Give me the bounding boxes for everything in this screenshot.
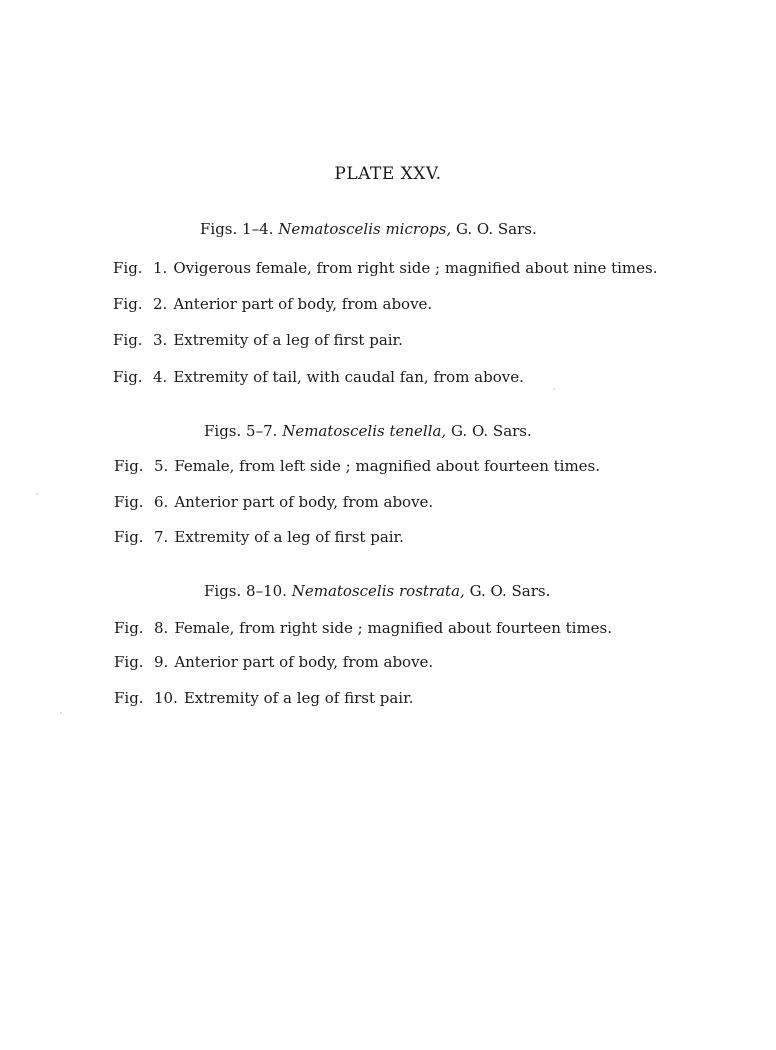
- fig-number: 7.: [154, 528, 169, 546]
- figure-entry: [113, 331, 403, 349]
- fig-number: 10.: [154, 689, 178, 707]
- author: G. O. Sars.: [450, 422, 532, 440]
- paper-speck: [36, 493, 38, 495]
- fig-label: Fig.: [114, 528, 144, 546]
- fig-number: 2.: [153, 295, 168, 313]
- fig-description: Extremity of a leg of first pair.: [183, 689, 414, 707]
- fig-description: Extremity of a leg of first pair.: [173, 331, 403, 349]
- figure-entry: [113, 295, 432, 313]
- fig-description: Extremity of a leg of first pair.: [174, 528, 404, 546]
- fig-description: Female, from right side ; magnified about fourteen times.: [174, 619, 613, 637]
- author: G. O. Sars.: [469, 582, 551, 600]
- group-heading-2: [204, 422, 532, 440]
- figure-entry: [114, 493, 433, 511]
- paper-speck: [60, 712, 62, 714]
- fig-label: Fig.: [113, 295, 143, 313]
- figure-entry: [114, 619, 612, 637]
- figure-entry: [114, 689, 413, 707]
- fig-number: 1.: [153, 259, 168, 277]
- fig-description: Ovigerous female, from right side ; magnified about nine times.: [173, 259, 658, 277]
- figure-entry: [113, 368, 524, 386]
- fig-number: 4.: [153, 368, 168, 386]
- fig-description: Female, from left side ; magnified about fourteen times.: [174, 457, 601, 475]
- fig-number: 6.: [154, 493, 169, 511]
- group-heading-1: [200, 220, 537, 238]
- fig-number: 5.: [154, 457, 169, 475]
- fig-label: Fig.: [113, 259, 143, 277]
- fig-label: Fig.: [113, 331, 143, 349]
- fig-description: Anterior part of body, from above.: [174, 493, 434, 511]
- plate-title: PLATE XXV.: [334, 164, 442, 184]
- fig-label: Fig.: [114, 493, 144, 511]
- figs-range: Figs. 1–4.: [200, 220, 274, 238]
- fig-description: Anterior part of body, from above.: [174, 653, 434, 671]
- fig-label: Fig.: [114, 619, 144, 637]
- fig-label: Fig.: [113, 368, 143, 386]
- fig-description: Extremity of tail, with caudal fan, from above.: [173, 368, 524, 386]
- species-name: Nematoscelis tenella,: [282, 422, 447, 440]
- fig-number: 8.: [154, 619, 169, 637]
- group-heading-3: [204, 582, 550, 600]
- paper-speck: [553, 388, 555, 390]
- species-name: Nematoscelis microps,: [278, 220, 452, 238]
- figure-entry: [113, 259, 658, 277]
- figs-range: Figs. 5–7.: [204, 422, 278, 440]
- author: G. O. Sars.: [455, 220, 537, 238]
- figure-entry: [114, 653, 433, 671]
- fig-number: 3.: [153, 331, 168, 349]
- fig-label: Fig.: [114, 457, 144, 475]
- fig-number: 9.: [154, 653, 169, 671]
- figure-entry: [114, 457, 600, 475]
- figs-range: Figs. 8–10.: [204, 582, 287, 600]
- fig-label: Fig.: [114, 689, 144, 707]
- figure-entry: [114, 528, 404, 546]
- fig-description: Anterior part of body, from above.: [173, 295, 433, 313]
- species-name: Nematoscelis rostrata,: [291, 582, 465, 600]
- fig-label: Fig.: [114, 653, 144, 671]
